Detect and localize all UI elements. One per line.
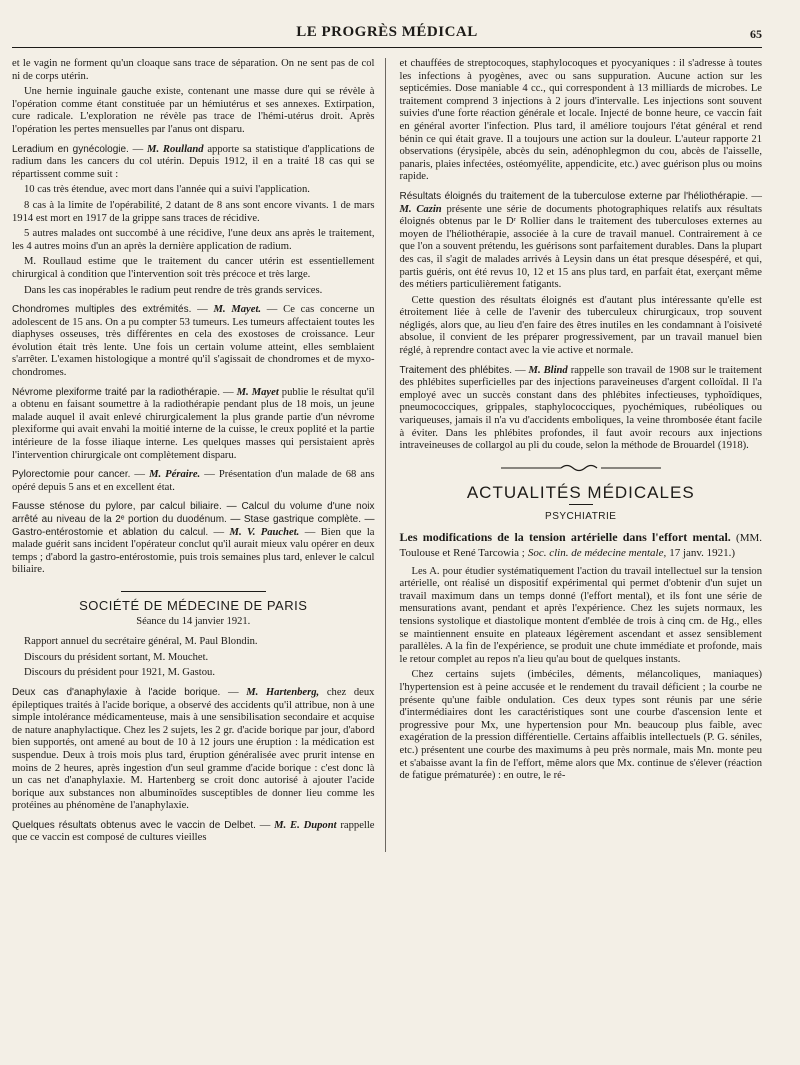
section-title: Résultats éloignés du traitement de la tuberculose externe par l'héliothérapie. [399,190,749,202]
paragraph-text: Présentation d'un malade de 68 ans opéré depuis 5 ans et en excellent état. [12,469,375,493]
delbet-section [12,820,375,845]
header-rule [12,47,762,48]
society-lines [12,636,375,680]
article-title [400,530,763,560]
section-title: Deux cas d'anaphylaxie à l'acide borique. [12,686,221,698]
author-name: M. V. Pauchet. [229,526,300,538]
intro-paragraph-1: et le vagin ne forment qu'un cloaque sans trace de séparation. On ne sent pas de col ni de corps utérin. [12,58,375,82]
section-title: Fausse sténose du pylore, par calcul biliaire. — Calcul du volume d'une noix arrêté au niveau de la 2ᵉ portion du duodénum. — Stase gastrique complète. — Gastro-entérostomie et ablation du calcul. [12,501,375,538]
author-name: M. Cazin [399,203,442,215]
paragraph-text: chez deux épileptiques traités à l'acide borique, a observé des accidents qu'il attribue, non à une simple intolérance médicamenteuse, mais à une sensibilisation secondaire et acquise de nature anaphylactique. Chez les 2 sujets, les 2 gr. d'acide borique par jour, d'abord bien supportés, ont amené au bout de 10 à 12 jours une éruption : la médication est suspendue. Deux à trois mois plus tard, éruption généralisée avec prurit intense en moins de 2 heures, après ingestion d'un seul gramme d'acide borique : c'est donc là un cas net d'anaphylaxie. M. Hartenberg se croit donc autorisé à ajouter l'acide borique aux substances non albuminoïdes susceptibles de donner lieu comme les protéines au phénomène de l'anaphylaxie. [12,686,375,812]
vaccin-continuation [400,58,763,184]
anaphylaxie-paragraph: Deux cas d'anaphylaxie à l'acide borique. — M. Hartenberg, chez deux épileptiques traités à l'acide borique, a observé des accidents qu'il attribue, non à une simple intolérance médicamenteuse, mais à une sensibilisation secondaire et acquise de nature anaphylactique. Chez les 2 sujets, les 2 gr. d'acide borique par jour, d'abord bien supportés, ont amené au bout de 10 à 12 jours une éruption : la médication est suspendue. Deux à trois mois plus tard, éruption généralisée avec prurit intense en moins de 2 heures, après ingestion d'un seul gramme d'acide borique : c'est donc là un cas net d'anaphylaxie. M. Hartenberg se croit donc autorisé à ajouter l'acide borique aux substances non albuminoïdes susceptibles de donner lieu comme les protéines au phénomène de l'anaphylaxie. [12,686,375,812]
chondromes-section [12,304,375,380]
article-paragraph-2: Chez certains sujets (imbéciles, déments, mélancoliques, maniaques) l'hypertension est à peine accusée et le rendement du travail déficient ; la courbe ne présente qu'une faible ondulation. Ces deux types sont réunis par une série d'intermédiaires dont les caractéristiques sont une courbe d'ascension lente et progressive pour Mx, une hypertension pour Mn. beaucoup plus faible, avec exagération de la pression différentielle. Certains affaiblis intellectuels (P. G. séniles, etc.) présentent une courbe des maximums à peu près normale, mais Mn. monte peu et s'abaisse avant la fin de l'effort, même alors que Mx. continue de s'élever (réaction de fatigue prématurée) : en outre, le ré- [399,669,762,782]
intro-paragraph-2: Une hernie inguinale gauche existe, contenant une masse dure qui se révèle à l'opération comme étant constituée par un hémiutérus et ses annexes. Extirpation, cure radicale. L'exploration ne révèle pas trace de l'hémi-utérus droit. Après l'opération les pertes mensuelles par l'anus ont disparu. [12,86,375,135]
paragraph-text: Ce cas concerne un adolescent de 15 ans. On a pu compter 53 tumeurs. Les tumeurs affectaient toutes les diaphyses osseuses, très différentes en cela des exostoses de croissance. Leur évolution était très lente. Une fois un certain volume atteint, elles semblaient s'arrêter. L'examen histologique a montré qu'il s'agissait de chondromes et de myxo-chondromes. [12,304,375,379]
society-line-2: Discours du président sortant, M. Mouchet. [24,651,209,663]
intro-section [12,58,375,137]
article-journal: Soc. clin. de médecine mentale, [527,546,667,559]
divider [121,591,266,592]
radium-section [12,144,375,298]
paragraph-text: publie le résultat qu'il a obtenu en faisant soumettre à la radiothérapie pendant plus de 18 mois, un jeune malade auquel il avait enlevé chirurgicalement la plus grande partie d'un névrome plexiforme qui avait envahi la moitié interne de la cuisse, le creux poplité et la partie intérieure de la fosse iliaque interne. Les quelques masses qui persistaient après l'intervention chirurgicale ont complètement disparu. [12,386,375,461]
running-title: LE PROGRÈS MÉDICAL [296,24,478,40]
page-header [12,24,762,44]
two-column-body [12,58,762,852]
divider [569,504,593,505]
nevrome-section [12,387,375,463]
stenose-paragraph: Fausse sténose du pylore, par calcul biliaire. — Calcul du volume d'une noix arrêté au niveau de la 2ᵉ portion du duodénum. — Stase gastrique complète. — Gastro-entérostomie et ablation du calcul. — M. V. Pauchet. — Bien que la malade guérit sans incident l'opérateur conclut qu'il aurait mieux valu opérer en deux temps ; d'abord la gastro-entérostomie, puis trois semaines plus tard, enlever le calcul biliaire. [12,501,375,576]
paragraph-text: présente une série de documents photographiques relatifs aux résultats éloignés obtenus par le Dʳ Rollier dans le traitement des tuberculoses externes au moyen de l'héliothérapie, associée à la cure de travail manuel. Contrairement à ce que l'on a souvent prétendu, les guérisons sont parfaitement durables. Dans la plupart des cas, il s'agit de malades arrivés à Leysin dans un état presque désespéré, et qui, partis guéris, ont été revus 10, 12 et 15 ans plus tard, en parfait état, exerçant même des métiers particulièrement fatigants. [399,203,762,291]
article-paragraph-1: Les A. pour étudier systématiquement l'action du travail intellectuel sur la tension artérielle, ont réalisé un dispositif expérimental qui permet d'obtenir d'un sujet un travail maximum dans un temps donné (l'effort mental), et ils font une série de mensurations avant, pendant et après l'expérience. Chez les sujets normaux, les tensions systolique et diastolique montent d'emblée de trois à cinq cm. de Hg., elles se maintiennent ensuite en plateaux légèrement ascendant et assez sensiblement parallèles. A la fin de l'expérience, se produit une chute immédiate et profonde, mais le retour complet au repos n'a lieu qu'au bout de quelques instants. [399,565,762,665]
tuberculose-section [400,191,763,358]
society-line-3: Discours du président pour 1921, M. Gastou. [24,667,215,679]
author-name: M. Roulland [147,143,204,155]
article-date: 17 janv. 1921.) [669,546,736,559]
psychiatrie-subtitle: PSYCHIATRIE [545,511,617,522]
article-title-text: Les modifications de la tension artérielle dans l'effort mental. [399,529,731,544]
society-heading [12,591,375,628]
anaphylaxie-section [12,687,375,813]
tuberculose-paragraph-2: Cette question des résultats éloignés est d'autant plus intéressante qu'elle est étroitement liée à celle de l'avenir des tuberculeux chirurgicaux, trop souvent négligés, alors que, au lieu d'en faire des êtres inutiles en les condamnant à l'oisiveté absolue, il convient de les préparer progressivement, par un travail manuel bien réglé, à reprendre contact avec la vie active et normale. [399,294,762,357]
section-title: Pylorectomie pour cancer. [12,469,131,481]
radium-paragraph-3: 8 cas à la limite de l'opérabilité, 2 datant de 8 ans sont encore vivants. 1 de mars 1914 est mort en 1917 de la grippe sans traces de récidive. [12,199,375,224]
left-column [12,58,386,852]
session-date: Séance du 14 janvier 1921. [136,615,251,627]
ornament-divider [400,463,763,476]
section-title: Névrome plexiforme traité par la radiothérapie. [12,386,221,398]
paragraph-text: Bien que la malade guérit sans incident l'opérateur conclut qu'il aurait mieux valu opérer en deux temps ; d'abord la gastro-entérostomie, puis trois semaines plus tard, enlever le calcul biliaire. [12,526,375,576]
society-line-1: Rapport annuel du secrétaire général, M. Paul Blondin. [24,636,258,648]
phlebites-section [400,365,763,453]
society-title: SOCIÉTÉ DE MÉDECINE DE PARIS [79,597,308,613]
paragraph-text: rappelle son travail de 1908 sur le traitement des phlébites superficielles par des injections paraveineuses d'argent colloïdal. Il l'a employé avec un succès constant dans des phlébites infectieuses, typhoïdiques, pneumococciques, grippales, staphylococciques, pyochémiques, rubéoliques ou variqueuses, jamais il n'a vu d'accidents emboliques, la veine thrombosée étant facile à éviter. Dans les phlébites profondes, il faut avoir recours aux injections intraveineuses de collargol au pli du coude, selon la méthode de Brouardel (1918). [399,364,763,452]
section-title: Leradium en gynécologie. [12,143,129,155]
delbet-paragraph: Quelques résultats obtenus avec le vaccin de Delbet. — M. E. Dupont rappelle que ce vaccin est composé de cultures vieilles [12,819,375,844]
author-name: M. Hartenberg, [246,686,320,698]
radium-paragraph-2: 10 cas très étendue, avec mort dans l'année qui a suivi l'application. [24,184,310,196]
article-authors: (MM. Toulouse et René Tarcowia ; [399,531,763,559]
paragraph-text: apporte sa statistique d'applications de radium dans les cancers du col utérin. Depuis 1912, il en a traité 18 cas qui se répartissent comme suit : [12,143,375,180]
tuberculose-paragraph-1: Résultats éloignés du traitement de la tuberculose externe par l'héliothérapie. — M. Cazin présente une série de documents photographiques relatifs aux résultats éloignés obtenus par le Dʳ Rollier dans le traitement des tuberculoses externes au moyen de l'héliothérapie, associée à la cure de travail manuel. Contrairement à ce que l'on a souvent prétendu, les guérisons sont parfaitement durables. Dans la plupart des cas, il s'agit de malades arrivés à Leysin dans un état presque désespéré, et qui, partis guéris, ont été revus 10, 12 et 15 ans plus tard, en parfait état, exerçant même des métiers particulièrement fatigants. [399,190,762,291]
stenose-section [12,501,375,577]
actualites-title: ACTUALITÉS MÉDICALES [466,483,695,503]
author-name: M. Blind [528,364,568,376]
author-name: M. Mayet. [213,304,262,316]
right-column [400,58,763,852]
section-title: Traitement des phlébites. [399,364,513,376]
section-title: Chondromes multiples des extrémités. [12,304,192,316]
radium-paragraph-4: 5 autres malades ont succombé à une récidive, l'une deux ans après le traitement, les 4 autres moins d'un an après la dernière application de radium. [12,228,375,252]
author-name: M. Mayet [236,386,279,398]
author-name: M. E. Dupont [274,819,337,831]
pylorectomie-section [12,469,375,494]
continuation-paragraph: et chauffées de streptocoques, staphylocoques et pyocyaniques : il s'adresse à toutes les infections à pyogènes, avec ou sans suppuration. Aucune action sur les septicémies. Dose maniable 4 cc., qui correspondent à 13 milliards de microbes. Le traitement comprend 3 injections à 2 jours d'intervalle. Les injections sont souvent suivies d'une forte réaction générale et locale. Injecté de bonne heure, ce vaccin fait en général avorter l'infection. Plus tard, il améliore toujours l'état général et rend bénin ce qui était grave. Il a toujours une action sur la douleur. L'auteur rapporte 21 observations (érysipèle, abcès du sein, adénophlegmon du cou, abcès de l'aisselle, panaris, plaies infectées, ostéomyélite, appendicite, etc.) avec guérison plus ou moins rapide. [399,58,762,183]
radium-paragraph-5: M. Roullaud estime que le traitement du cancer utérin est essentiellement chirurgical à condition que l'intervention soit très précoce et très large. [12,256,375,280]
author-name: M. Péraire. [149,469,201,481]
nevrome-paragraph: Névrome plexiforme traité par la radiothérapie. — M. Mayet publie le résultat qu'il a obtenu en faisant soumettre à la radiothérapie pendant plus de 18 mois, un jeune malade auquel il avait enlevé chirurgicalement la plus grande partie d'un névrome plexiforme qui avait envahi la moitié interne de la cuisse, le creux poplité et la partie intérieure de la fosse iliaque interne. Les quelques masses qui persistaient après l'intervention chirurgicale ont complètement disparu. [12,386,375,461]
radium-paragraph-6: Dans les cas inopérables le radium peut rendre de très grands services. [24,284,323,296]
radium-paragraph-1: Leradium en gynécologie. — M. Roulland apporte sa statistique d'applications de radium dans les cancers du col utérin. Depuis 1912, il en a traité 18 cas qui se répartissent comme suit : [12,143,375,180]
phlebites-paragraph: Traitement des phlébites. — M. Blind rappelle son travail de 1908 sur le traitement des phlébites superficielles par des injections paraveineuses d'argent colloïdal. Il l'a employé avec un succès constant dans des phlébites infectieuses, typhoïdiques, pneumococciques, grippales, staphylococciques, pyochémiques, rubéoliques ou variqueuses, jamais il n'a vu d'accidents emboliques, la veine thrombosée étant facile à éviter. Dans les phlébites profondes, il faut avoir recours aux injections intraveineuses de collargol au pli du coude, selon la méthode de Brouardel (1918). [399,364,763,452]
paragraph-text: rappelle que ce vaccin est composé de cultures vieilles [12,819,375,844]
chondromes-paragraph: Chondromes multiples des extrémités. — M. Mayet. — Ce cas concerne un adolescent de 15 ans. On a pu compter 53 tumeurs. Les tumeurs affectaient toutes les diaphyses osseuses, très différentes en cela des exostoses de croissance. Leur évolution était très lente. Une fois un certain volume atteint, elles semblaient s'arrêter. L'examen histologique a montré qu'il s'agissait de chondromes et de myxo-chondromes. [12,304,375,379]
page-number: 65 [750,27,762,41]
ornament-icon [501,463,661,473]
pylorectomie-paragraph: Pylorectomie pour cancer. — M. Péraire. — Présentation d'un malade de 68 ans opéré depuis 5 ans et en excellent état. [12,469,375,493]
section-title: Quelques résultats obtenus avec le vaccin de Delbet. [12,819,256,831]
